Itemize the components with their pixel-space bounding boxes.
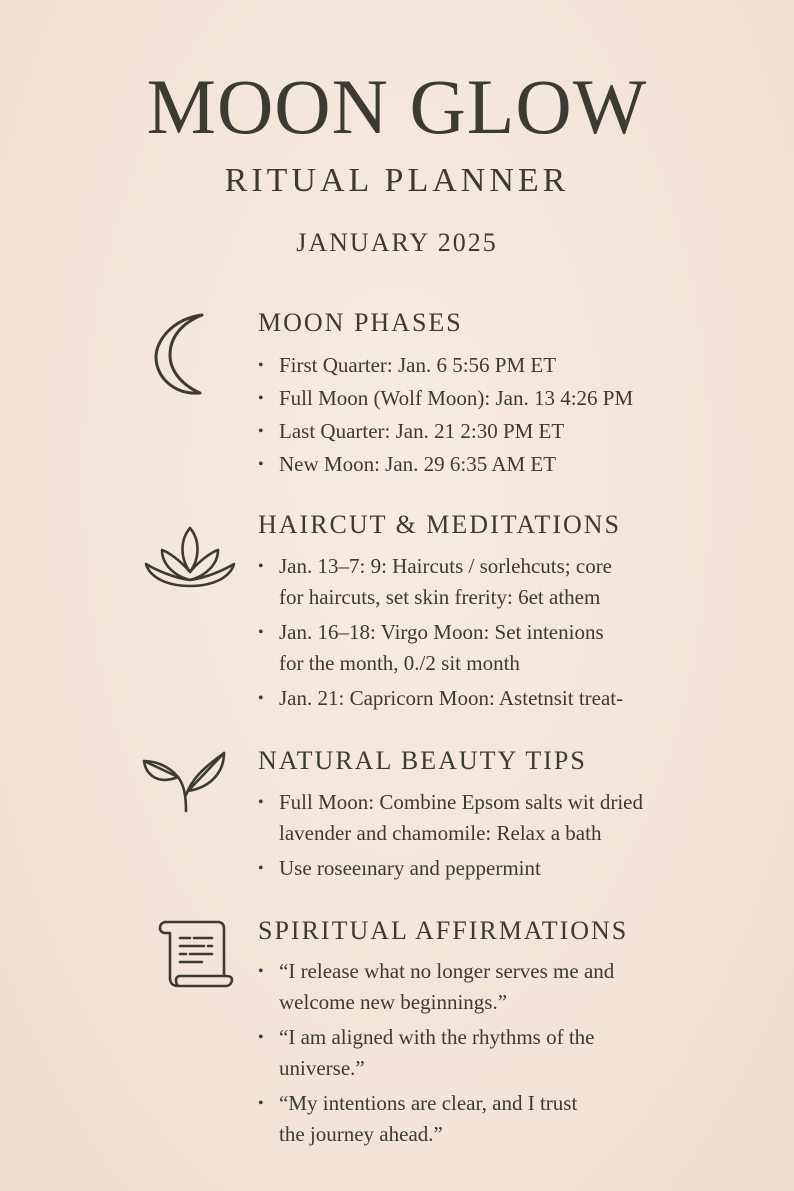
item-text: for haircuts, set skin frerity: 6et athem bbox=[279, 585, 601, 609]
item-text: • “My intentions are clear, and I trust bbox=[279, 1091, 578, 1115]
list-item bbox=[258, 853, 758, 884]
crescent-moon-icon bbox=[140, 305, 240, 405]
list-item bbox=[258, 416, 758, 447]
leaves-icon bbox=[140, 745, 230, 815]
item-text: • New Moon: Jan. 29 6:35 AM ET bbox=[279, 452, 557, 476]
item-text: for the month, 0./2 sit month bbox=[279, 651, 520, 675]
section-heading: HAIRCUT & MEDITATIONS bbox=[258, 510, 621, 539]
item-text: • Use roseeınary and peppermint bbox=[279, 856, 541, 880]
list-item bbox=[258, 383, 758, 414]
section-heading: NATURAL BEAUTY TIPS bbox=[258, 746, 587, 775]
list-item bbox=[258, 449, 758, 480]
item-text: • “I release what no longer serves me and bbox=[279, 959, 615, 983]
section-items bbox=[258, 956, 758, 1150]
month-label: JANUARY 2025 bbox=[296, 228, 498, 257]
list-item bbox=[258, 1088, 758, 1150]
item-text: the journey ahead.” bbox=[279, 1122, 443, 1146]
item-text: universe.” bbox=[279, 1056, 365, 1080]
list-item bbox=[258, 1022, 758, 1084]
page-title: MOON GLOW bbox=[146, 63, 648, 150]
item-text: • Full Moon (Wolf Moon): Jan. 13 4:26 PM bbox=[279, 386, 634, 410]
list-item bbox=[258, 350, 758, 381]
item-text: • Jan. 13–7: 9: Haircuts / sorlehcuts; core bbox=[279, 554, 613, 578]
section-heading: SPIRITUAL AFFIRMATIONS bbox=[258, 916, 629, 945]
list-item bbox=[258, 617, 758, 679]
item-text: • Last Quarter: Jan. 21 2:30 PM ET bbox=[279, 419, 565, 443]
item-text: • Full Moon: Combine Epsom salts wit dried bbox=[279, 790, 644, 814]
item-text: • Jan. 16–18: Virgo Moon: Set intenions bbox=[279, 620, 604, 644]
list-item bbox=[258, 787, 758, 849]
section-items bbox=[258, 350, 758, 480]
item-text: lavender and chamomile: Relax a bath bbox=[279, 821, 602, 845]
item-text: • First Quarter: Jan. 6 5:56 PM ET bbox=[279, 353, 557, 377]
section-items bbox=[258, 551, 758, 714]
page-subtitle: RITUAL PLANNER bbox=[224, 162, 570, 199]
scroll-icon bbox=[156, 918, 234, 990]
item-text: welcome new beginnings.” bbox=[279, 990, 508, 1014]
list-item bbox=[258, 683, 758, 714]
lotus-icon bbox=[140, 520, 240, 600]
list-item bbox=[258, 956, 758, 1018]
item-text: • Jan. 21: Capricorn Moon: Astetnsit treat- bbox=[279, 686, 624, 710]
item-text: • “I am aligned with the rhythms of the bbox=[279, 1025, 595, 1049]
section-items bbox=[258, 787, 758, 884]
list-item bbox=[258, 551, 758, 613]
section-heading: MOON PHASES bbox=[258, 308, 463, 337]
